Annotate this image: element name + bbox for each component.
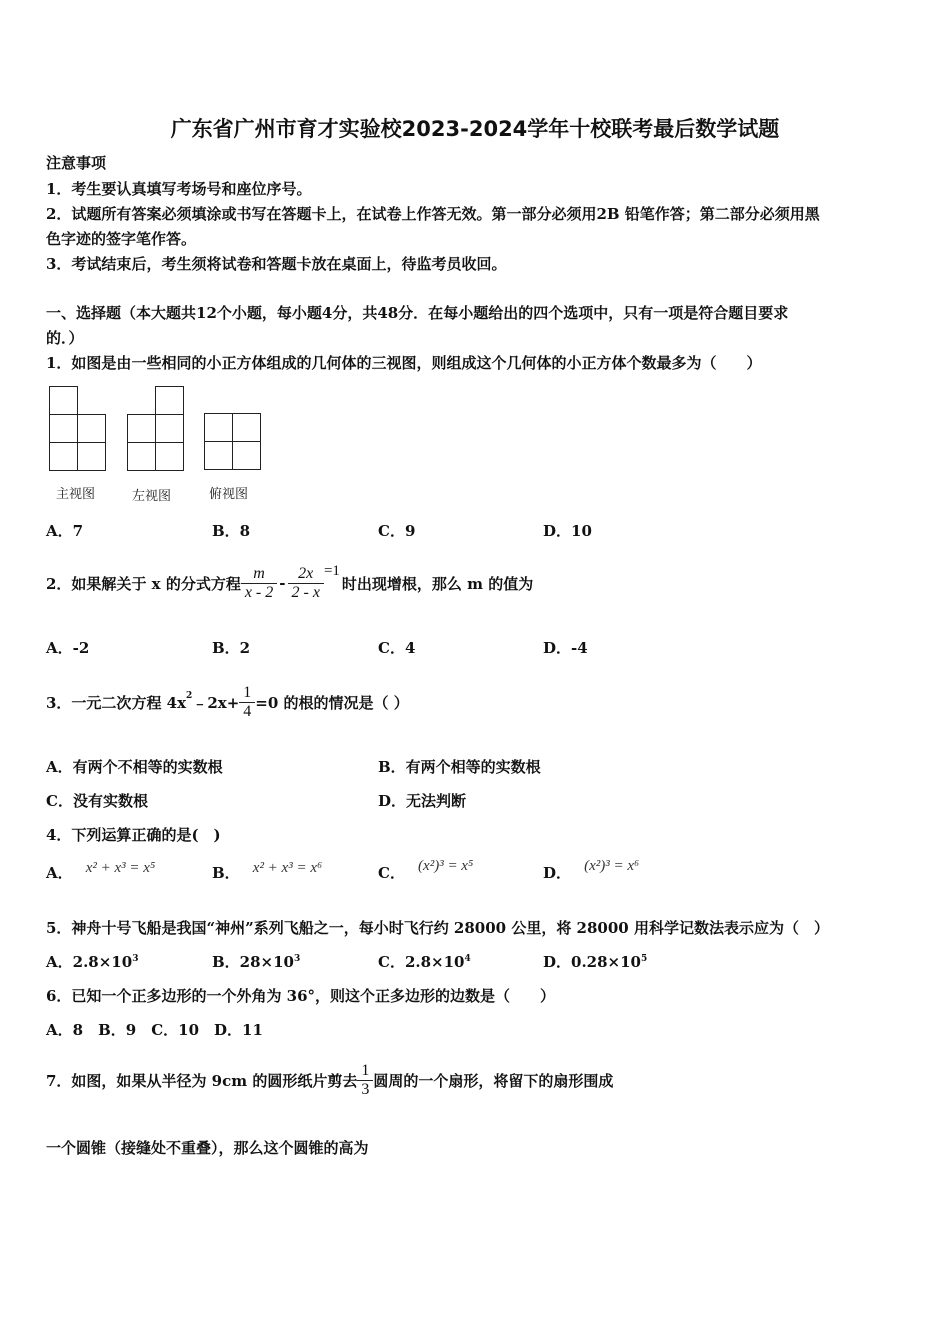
q4-option-c[interactable] <box>378 858 474 883</box>
q4-option-b-expr: x² + x³ = x⁶ <box>252 860 323 876</box>
q2-equals: =1 <box>323 562 340 579</box>
q7-f-den: 3 <box>357 1080 373 1099</box>
notice-item: 3．考试结束后，考生须将试卷和答题卡放在桌面上，待监考员收回。 <box>46 255 507 273</box>
q4-option-c-expr: (x²)³ = x⁵ <box>418 858 474 874</box>
q5-option-d[interactable] <box>543 951 647 972</box>
q3-option-a[interactable]: A．有两个不相等的实数根 <box>46 758 223 776</box>
notice-item: 色字迹的签字笔作答。 <box>46 230 197 248</box>
q5-option-a-label: A．2.8×10 <box>46 953 133 971</box>
q7-f-num: 1 <box>361 1061 370 1079</box>
q2-f2-num: 2x <box>298 564 314 582</box>
q5-option-d-exp: 5 <box>640 954 648 964</box>
q2-minus: - <box>279 574 286 592</box>
top-view-label: 俯视图 <box>209 487 249 502</box>
notice-item: 1．考生要认真填写考场号和座位序号。 <box>46 180 312 198</box>
q2-f1-num: m <box>253 564 265 582</box>
question-4: 4．下列运算正确的是( ) <box>46 826 221 844</box>
question-3 <box>46 672 409 732</box>
left-view-label: 左视图 <box>132 489 172 504</box>
q5-option-b-exp: 3 <box>294 954 301 964</box>
q3-fraction <box>239 684 255 721</box>
q4-option-a-label: A． <box>46 864 73 882</box>
notice-heading: 注意事项 <box>46 154 107 172</box>
q4-option-b-label: B． <box>212 864 240 882</box>
q1-option-a[interactable]: A．7 <box>46 522 84 540</box>
q2-option-c[interactable]: C．4 <box>378 639 416 657</box>
question-2 <box>46 553 533 613</box>
q3-option-c[interactable]: C．没有实数根 <box>46 792 148 810</box>
q2-prefix: 2．如果解关于 x 的分式方程 <box>46 574 241 593</box>
section-heading: 一、选择题（本大题共12个小题，每小题4分，共48分．在每小题给出的四个选项中，只有一项是符合题目要求 <box>46 304 789 322</box>
q5-option-a[interactable] <box>46 951 138 972</box>
q6-options[interactable]: A．8 B．9 C．10 D．11 <box>46 1021 263 1039</box>
notice-item: 2．试题所有答案必须填涂或书写在答题卡上，在试卷上作答无效。第一部分必须用2B 铅笔作答；第二部分必须用黑 <box>46 205 820 223</box>
front-view-label: 主视图 <box>56 487 96 502</box>
q5-option-c-label: C．2.8×10 <box>378 953 465 971</box>
q4-option-b[interactable] <box>212 862 322 883</box>
q3-option-b[interactable]: B．有两个相等的实数根 <box>378 758 541 776</box>
q4-option-d-expr: (x²)³ = x⁶ <box>584 858 640 874</box>
q2-fraction-2 <box>288 565 324 602</box>
q2-f1-den: x - 2 <box>241 583 277 602</box>
section-heading-cont: 的．） <box>46 329 84 347</box>
q3-prefix: 3．一元二次方程 4x <box>46 693 187 712</box>
q4-option-d-label: D． <box>543 864 572 882</box>
q3-f-num: 1 <box>243 683 252 701</box>
q2-option-a[interactable]: A．-2 <box>46 639 90 657</box>
q5-option-c[interactable] <box>378 951 471 972</box>
page-title: 广东省广州市育才实验校2023-2024学年十校联考最后数学试题 <box>170 117 780 141</box>
three-views-figure <box>44 380 266 508</box>
q1-option-b[interactable]: B．8 <box>212 522 251 540</box>
q5-option-a-exp: 3 <box>132 954 139 964</box>
q7-suffix: 圆周的一个扇形，将留下的扇形围成 <box>373 1071 614 1090</box>
q2-option-b[interactable]: B．2 <box>212 639 251 657</box>
q5-option-b[interactable] <box>212 951 300 972</box>
q5-option-c-exp: 4 <box>464 954 471 964</box>
q5-option-b-label: B．28×10 <box>212 953 294 971</box>
q7-prefix: 7．如图，如果从半径为 9cm 的圆形纸片剪去 <box>46 1071 358 1090</box>
q4-option-a[interactable] <box>46 862 155 883</box>
q2-suffix: 时出现增根，那么 m 的值为 <box>341 574 534 593</box>
q2-option-d[interactable]: D．-4 <box>543 639 588 657</box>
q3-sup: 2 <box>186 691 193 701</box>
q3-option-d[interactable]: D．无法判断 <box>378 792 467 810</box>
q1-option-d[interactable]: D．10 <box>543 522 592 540</box>
q7-fraction <box>357 1062 373 1099</box>
question-6: 6．已知一个正多边形的一个外角为 36°，则这个正多边形的边数是（ ） <box>46 987 556 1005</box>
q1-option-c[interactable]: C．9 <box>378 522 416 540</box>
q3-suffix: =0 的根的情况是（ ） <box>255 693 409 712</box>
q3-f-den: 4 <box>239 702 255 721</box>
q4-option-a-expr: x² + x³ = x⁵ <box>85 860 156 876</box>
question-1: 1．如图是由一些相同的小正方体组成的几何体的三视图，则组成这个几何体的小正方体个数最多为（ ） <box>46 354 762 372</box>
q3-mid: ﹣2x+ <box>192 693 240 712</box>
q2-f2-den: 2 - x <box>288 583 324 602</box>
question-5: 5．神舟十号飞船是我国“神州”系列飞船之一，每小时飞行约 28000 公里，将 28000 用科学记数法表示应为（ ） <box>46 919 829 937</box>
q5-option-d-label: D．0.28×10 <box>543 953 641 971</box>
question-7 <box>46 1050 613 1110</box>
q2-fraction-1 <box>241 565 277 602</box>
q4-option-d[interactable] <box>543 858 640 883</box>
question-7-cont: 一个圆锥（接缝处不重叠），那么这个圆锥的高为 <box>46 1139 369 1157</box>
q4-option-c-label: C． <box>378 864 405 882</box>
